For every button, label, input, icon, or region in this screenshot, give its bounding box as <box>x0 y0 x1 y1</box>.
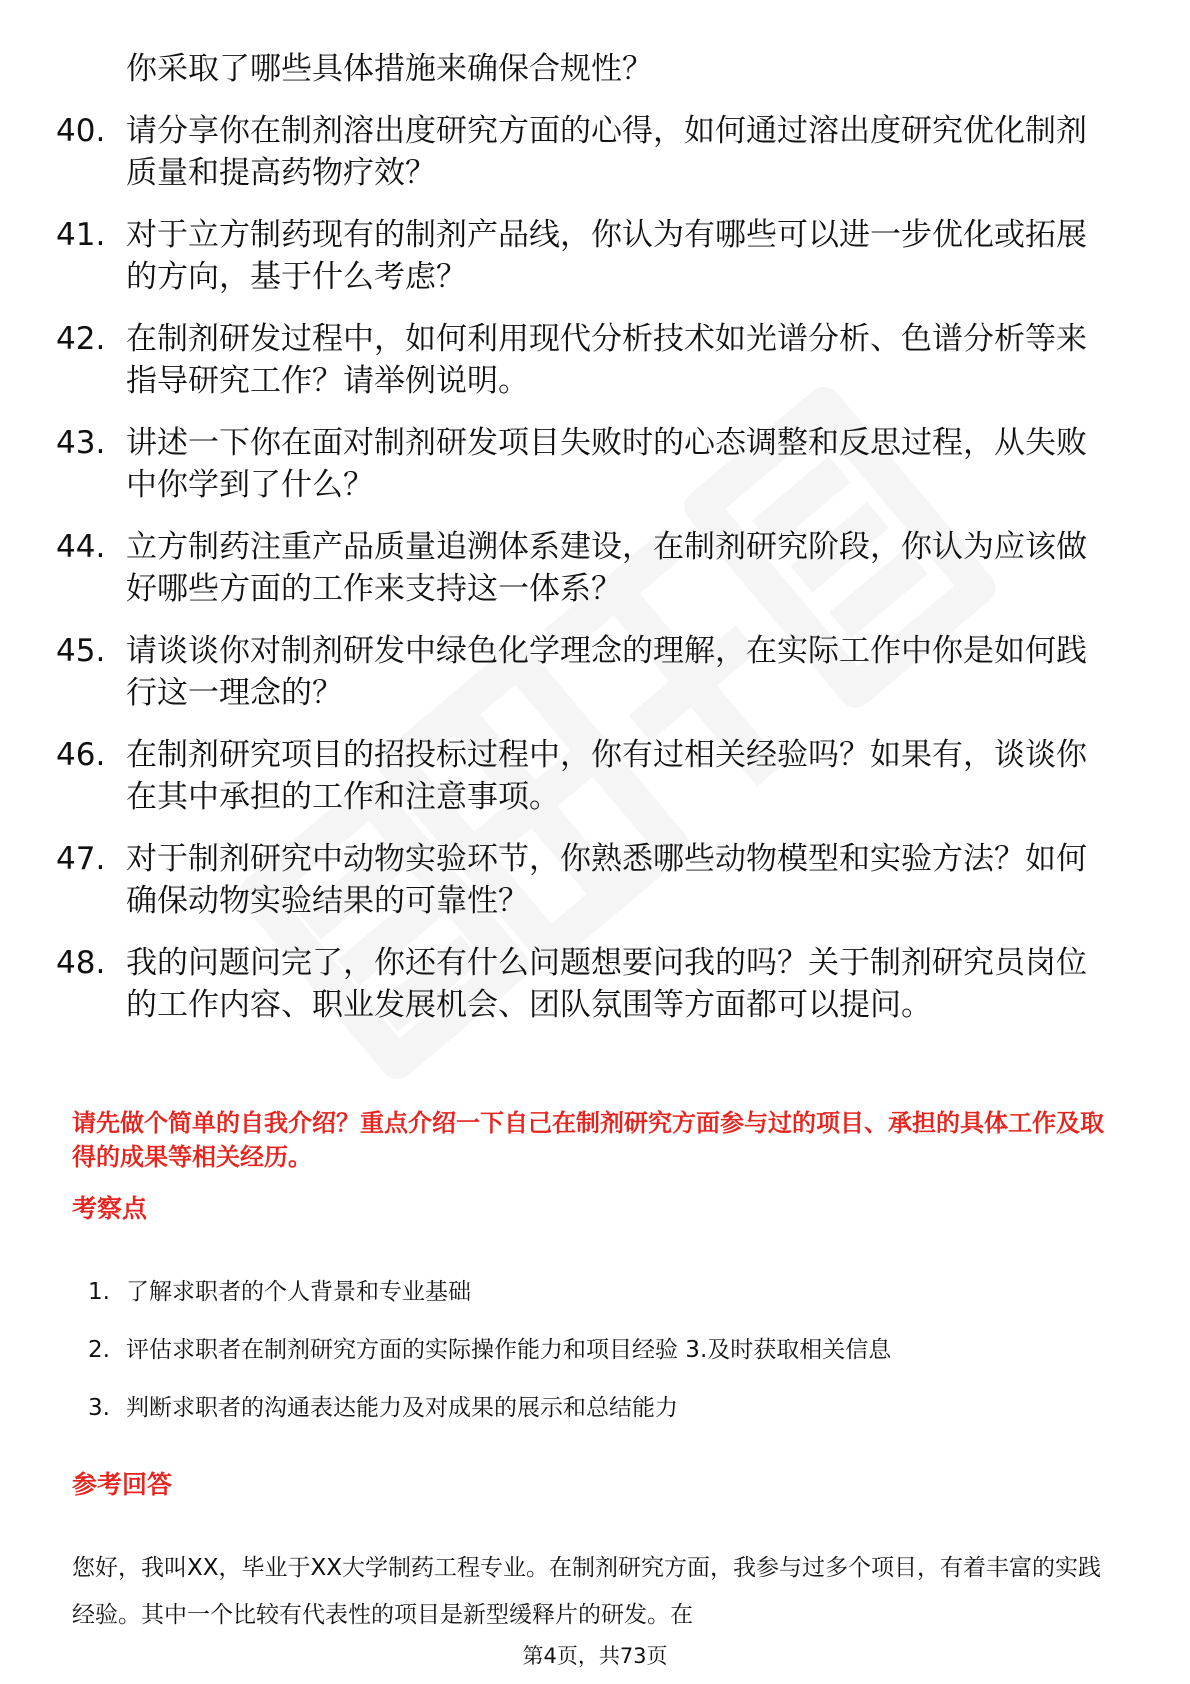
question-item <box>0 318 1190 422</box>
question-item <box>0 630 1190 734</box>
assessment-point <box>0 1391 1190 1449</box>
question-text: 在制剂研究项目的招投标过程中，你有过相关经验吗？如果有，谈谈你在其中承担的工作和注意事项。 <box>126 737 1087 815</box>
page-footer: 第4页，共73页 <box>522 1644 668 1668</box>
question-item <box>0 422 1190 526</box>
question-number: 46. <box>56 737 106 773</box>
question-text: 在制剂研发过程中，如何利用现代分析技术如光谱分析、色谱分析等来指导研究工作？请举例说明。 <box>126 321 1087 399</box>
question-text: 对于制剂研究中动物实验环节，你熟悉哪些动物模型和实验方法？如何确保动物实验结果的可靠性？ <box>126 841 1087 919</box>
question-item <box>0 110 1190 214</box>
assessment-points <box>0 1275 1190 1449</box>
question-number: 43. <box>56 425 106 461</box>
question-item <box>0 734 1190 838</box>
question-number: 41. <box>56 217 106 253</box>
assessment-point <box>0 1333 1190 1391</box>
question-number: 40. <box>56 113 106 149</box>
question-text: 我的问题问完了，你还有什么问题想要问我的吗？关于制剂研究员岗位的工作内容、职业发展机会、团队氛围等方面都可以提问。 <box>126 945 1087 1023</box>
question-list <box>0 110 1190 1092</box>
point-text: 了解求职者的个人背景和专业基础 <box>126 1279 471 1305</box>
question-number: 45. <box>56 633 106 669</box>
question-number: 48. <box>56 945 106 981</box>
question-item <box>0 838 1190 942</box>
point-number: 2. <box>88 1337 110 1363</box>
question-number: 47. <box>56 841 106 877</box>
question-item <box>0 214 1190 318</box>
assessment-point <box>0 1275 1190 1333</box>
question-number: 42. <box>56 321 106 357</box>
point-text: 评估求职者在制剂研究方面的实际操作能力和项目经验 3.及时获取相关信息 <box>126 1337 892 1363</box>
highlight-question: 请先做个简单的自我介绍？重点介绍一下自己在制剂研究方面参与过的项目、承担的具体工作及取得的成果等相关经历。 <box>72 1109 1104 1171</box>
assessment-heading: 考察点 <box>72 1194 148 1223</box>
point-number: 3. <box>88 1395 110 1421</box>
question-item <box>0 942 1190 1092</box>
reference-heading: 参考回答 <box>72 1470 173 1499</box>
point-number: 1. <box>88 1279 110 1305</box>
question-number: 44. <box>56 529 106 565</box>
question-continuation: 你采取了哪些具体措施来确保合规性？ <box>126 51 653 87</box>
question-text: 立方制药注重产品质量追溯体系建设，在制剂研究阶段，你认为应该做好哪些方面的工作来支持这一体系？ <box>126 529 1087 607</box>
question-text: 对于立方制药现有的制剂产品线，你认为有哪些可以进一步优化或拓展的方向，基于什么考虑？ <box>126 217 1087 295</box>
question-item <box>0 526 1190 630</box>
reference-answer: 您好，我叫XX，毕业于XX大学制药工程专业。在制剂研究方面，我参与过多个项目，有着丰富的实践经验。其中一个比较有代表性的项目是新型缓释片的研发。在 <box>72 1555 1102 1628</box>
point-text: 判断求职者的沟通表达能力及对成果的展示和总结能力 <box>126 1395 678 1421</box>
question-text: 请谈谈你对制剂研发中绿色化学理念的理解，在实际工作中你是如何践行这一理念的？ <box>126 633 1087 711</box>
question-text: 请分享你在制剂溶出度研究方面的心得，如何通过溶出度研究优化制剂质量和提高药物疗效？ <box>126 113 1087 191</box>
question-text: 讲述一下你在面对制剂研发项目失败时的心态调整和反思过程，从失败中你学到了什么？ <box>126 425 1087 503</box>
